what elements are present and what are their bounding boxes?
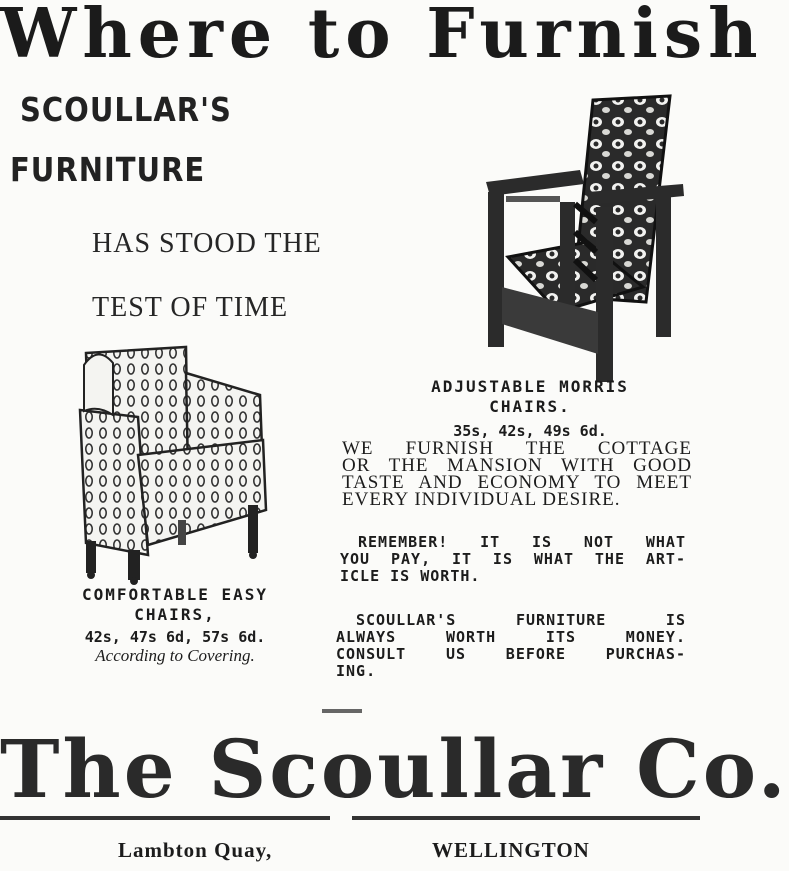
- claim-line-2: TEST OF TIME: [92, 292, 289, 323]
- footer-street: Lambton Quay,: [118, 838, 273, 862]
- ad-headline: Where to Furnish: [0, 0, 764, 74]
- consult-line: ALWAYS WORTH ITS MONEY.: [336, 628, 686, 646]
- footer-city: WELLINGTON: [432, 838, 590, 862]
- furnish-line: OR THE MANSION WITH GOOD: [342, 455, 692, 476]
- morris-chair-prices: 35s, 42s, 49s 6d.: [453, 422, 607, 440]
- furnish-line: WE FURNISH THE COTTAGE: [342, 438, 692, 459]
- company-name: The Scoullar Co.: [0, 722, 789, 816]
- brand-line-1: SCOULLAR'S: [20, 90, 232, 130]
- remember-paragraph: [340, 534, 686, 585]
- furnish-line: TASTE AND ECONOMY TO MEET: [342, 472, 692, 493]
- easy-chair-prices: 42s, 47s 6d, 57s 6d.: [84, 628, 266, 646]
- divider-mark: [322, 709, 362, 713]
- footer-rule-left: [0, 816, 330, 820]
- morris-chair-illustration: [478, 92, 688, 384]
- footer-rule-right: [352, 816, 700, 820]
- easy-chair-illustration: [68, 345, 273, 585]
- consult-line: ING.: [336, 662, 377, 680]
- remember-line: ICLE IS WORTH.: [340, 567, 481, 585]
- consult-line: CONSULT US BEFORE PURCHAS-: [336, 645, 686, 663]
- easy-chair-name-1: COMFORTABLE EASY: [81, 585, 269, 604]
- furnish-paragraph: [342, 440, 692, 508]
- morris-chair-name-2: CHAIRS.: [489, 397, 571, 416]
- consult-line: SCOULLAR'S FURNITURE IS: [356, 611, 686, 629]
- easy-chair-note: According to Covering.: [95, 646, 255, 665]
- claim-line-1: HAS STOOD THE: [92, 228, 322, 259]
- morris-chair-name-1: ADJUSTABLE MORRIS: [431, 377, 629, 396]
- remember-line: REMEMBER! IT IS NOT WHAT: [358, 533, 686, 551]
- remember-line: YOU PAY, IT IS WHAT THE ART-: [340, 550, 686, 568]
- easy-chair-name-2: CHAIRS,: [134, 605, 216, 624]
- consult-paragraph: [336, 612, 686, 680]
- furnish-line: EVERY INDIVIDUAL DESIRE.: [342, 489, 621, 510]
- brand-line-2: FURNITURE: [10, 150, 206, 190]
